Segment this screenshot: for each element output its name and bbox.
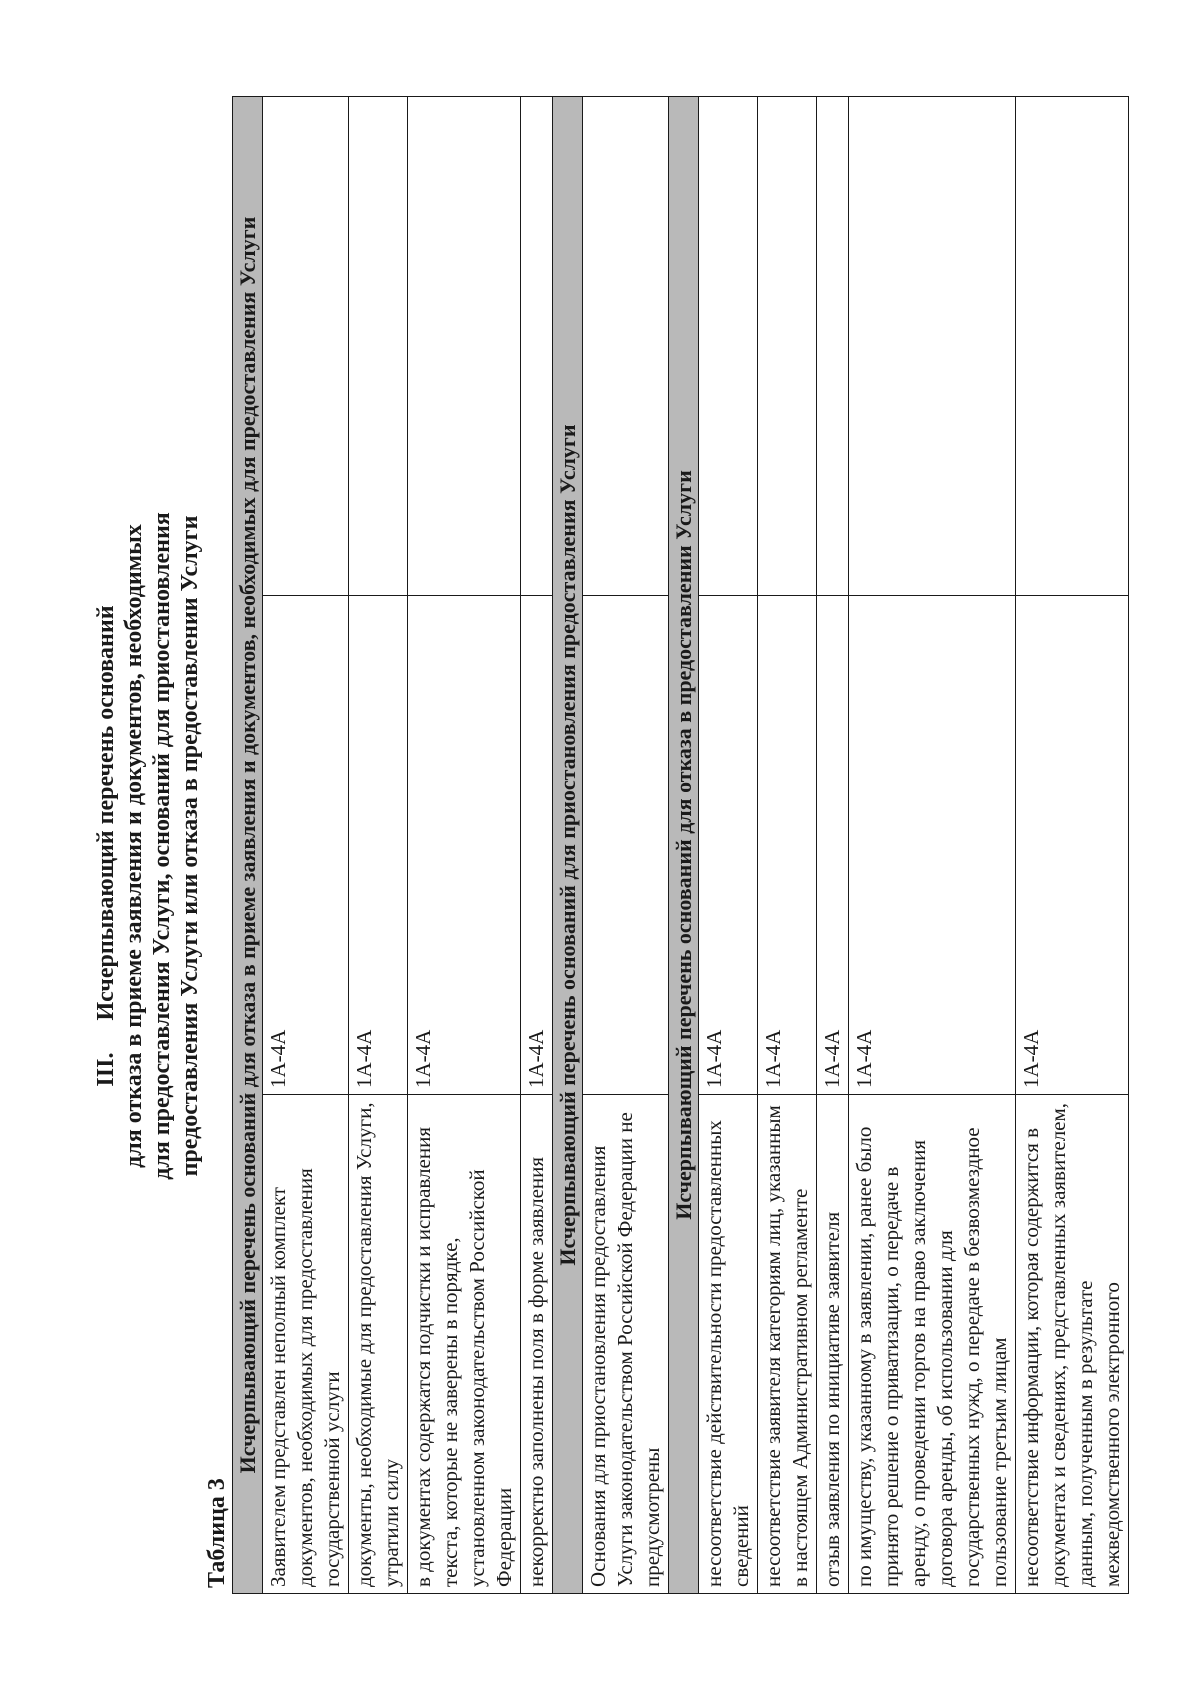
table-row	[849, 97, 1016, 1594]
table-row	[1016, 97, 1129, 1594]
table-row	[521, 97, 553, 1594]
table-row	[263, 97, 349, 1594]
empty-cell	[263, 97, 349, 596]
ground-text: Основания для приостановления предоставления Услуги законодательством Российской Федерации не предусмотрены	[583, 1095, 669, 1594]
applicant-code: 1А-4А	[1016, 596, 1129, 1095]
ground-text: несоответствие действительности предоставленных сведений	[699, 1095, 758, 1594]
applicant-code	[583, 596, 669, 1095]
section-header: Исчерпывающий перечень оснований для отказа в предоставлении Услуги	[669, 97, 699, 1594]
table-label: Таблица 3	[204, 1478, 230, 1588]
empty-cell	[699, 97, 758, 596]
applicant-code: 1А-4А	[758, 596, 817, 1095]
empty-cell	[758, 97, 817, 596]
heading-line-3: для предоставления Услуги, оснований для приостановления	[149, 512, 175, 1180]
applicant-code: 1А-4А	[349, 596, 408, 1095]
ground-text: в документах содержатся подчистки и исправления текста, которые не заверены в порядке, установленном законодательством Российской Федерации	[408, 1095, 521, 1594]
section-header: Исчерпывающий перечень оснований для отказа в приеме заявления и документов, необходимых для предоставления Услуги	[233, 97, 263, 1594]
heading-line-text: Исчерпывающий перечень оснований	[93, 605, 119, 1021]
empty-cell	[349, 97, 408, 596]
section-header-row	[233, 97, 263, 1594]
ground-text: несоответствие заявителя категориям лиц, указанным в настоящем Административном регламенте	[758, 1095, 817, 1594]
applicant-code: 1А-4А	[521, 596, 553, 1095]
document-heading	[92, 136, 204, 1556]
heading-line-4: предоставления Услуги или отказа в предоставлении Услуги	[177, 515, 203, 1177]
empty-cell	[1016, 97, 1129, 596]
heading-line-1	[92, 136, 120, 1556]
applicant-code: 1А-4А	[408, 596, 521, 1095]
empty-cell	[521, 97, 553, 596]
ground-text: отзыв заявления по инициативе заявителя	[817, 1095, 849, 1594]
table-row	[408, 97, 521, 1594]
empty-cell	[408, 97, 521, 596]
applicant-code: 1А-4А	[699, 596, 758, 1095]
table-row	[349, 97, 408, 1594]
ground-text: некорректно заполнены поля в форме заявления	[521, 1095, 553, 1594]
table-row	[583, 97, 669, 1594]
ground-text: по имуществу, указанному в заявлении, ранее было принято решение о приватизации, о передаче в аренду, о проведении торгов на право заключения договора аренды, об использовании для государственных нужд, о передаче в безвозмездное пользование третьим лицам	[849, 1095, 1016, 1594]
empty-cell	[849, 97, 1016, 596]
table-row	[817, 97, 849, 1594]
applicant-code: 1А-4А	[263, 596, 349, 1095]
table-row	[699, 97, 758, 1594]
section-header-row	[553, 97, 583, 1594]
section-header-row	[669, 97, 699, 1594]
empty-cell	[583, 97, 669, 596]
applicant-code: 1А-4А	[849, 596, 1016, 1095]
ground-text: несоответствие информации, которая содержится в документах и сведениях, представленных заявителем, данным, полученным в результате межведомственного электронного	[1016, 1095, 1129, 1594]
applicant-code: 1А-4А	[817, 596, 849, 1095]
ground-text: документы, необходимые для предоставления Услуги, утратили силу	[349, 1095, 408, 1594]
section-number: III.	[93, 1052, 119, 1087]
ground-text: Заявителем представлен неполный комплект документов, необходимых для предоставления государственной услуги	[263, 1095, 349, 1594]
heading-line-2: для отказа в приеме заявления и документов, необходимых	[121, 524, 147, 1168]
table-row	[758, 97, 817, 1594]
section-header: Исчерпывающий перечень оснований для приостановления предоставления Услуги	[553, 97, 583, 1594]
grounds-table	[232, 96, 1129, 1594]
empty-cell	[817, 97, 849, 596]
